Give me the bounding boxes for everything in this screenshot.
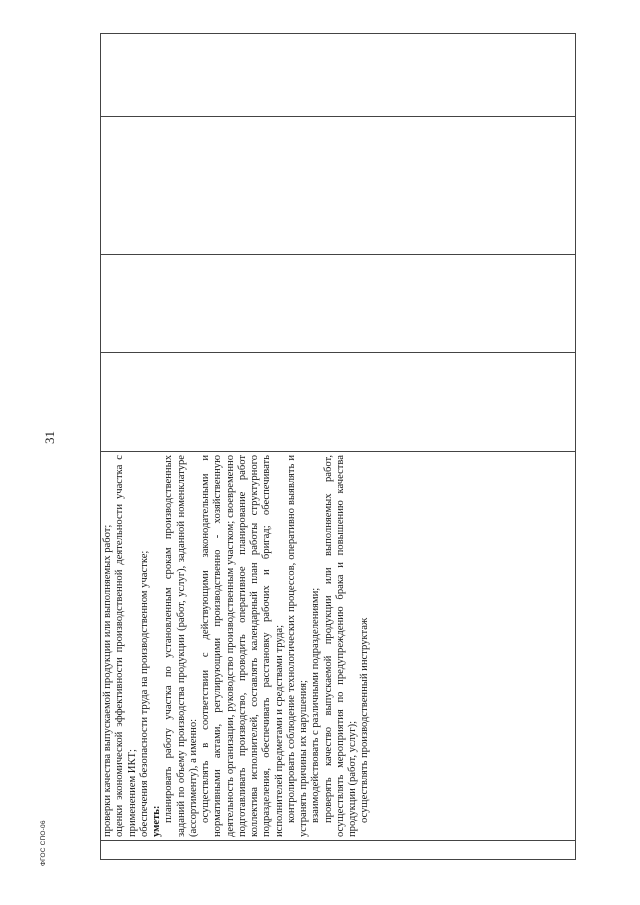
content-paragraph: осуществлять производственный инструктаж: [359, 617, 371, 823]
content-paragraph: оценки экономической эффективности производственной деятельности участка с применением ИКТ;: [114, 455, 138, 837]
footer-code: ФГОС СПО-06: [40, 820, 47, 866]
table-cell-content: [101, 452, 576, 841]
content-paragraph: осуществлять в соответствии с действующими законодательными и нормативными актами, регулирующими производственно - хозяйственную деятельность организации, руководство производственным участком; своевременно подготавливать производство, проводить оперативное планирование работ коллектива исполнителей, составлять календарный план работы структурного подразделения, обеспечивать расстановку рабочих и бригад; обеспечивать исполнителей предметами и средствами труда;: [200, 455, 285, 837]
content-paragraph: проверки качества выпускаемой продукции или выполняемых работ;: [102, 524, 113, 837]
content-paragraph: обеспечения безопасности труда на производственном участке;: [138, 550, 150, 837]
table-cell-empty: [101, 353, 576, 452]
page-number: 31: [42, 431, 57, 444]
content-paragraph: планировать работу участка по установленным срокам производственных заданий по объему производства продукции (работ, услуг), заданной номенклатуре (ассортименту), а именно:: [163, 455, 199, 837]
competency-table: [100, 40, 576, 860]
table-grid: [100, 33, 576, 860]
table-cell-index: [101, 841, 576, 860]
content-paragraph: контролировать соблюдение технологических процессов, оперативно выявлять и устранять причины их нарушения;: [285, 455, 309, 837]
content-text: [101, 452, 372, 840]
section-heading: уметь:: [151, 805, 162, 837]
table-cell-empty: [101, 117, 576, 255]
content-paragraph: взаимодействовать с различными подразделениями;: [310, 587, 322, 823]
table-cell-empty: [101, 255, 576, 353]
content-paragraph: проверять качество выпускаемой продукции или выполняемых работ, осуществлять мероприятия по предупреждению брака и повышению качества продукции (работ, услуг);: [322, 455, 358, 837]
table-row: [101, 34, 576, 860]
table-cell-empty: [101, 34, 576, 117]
